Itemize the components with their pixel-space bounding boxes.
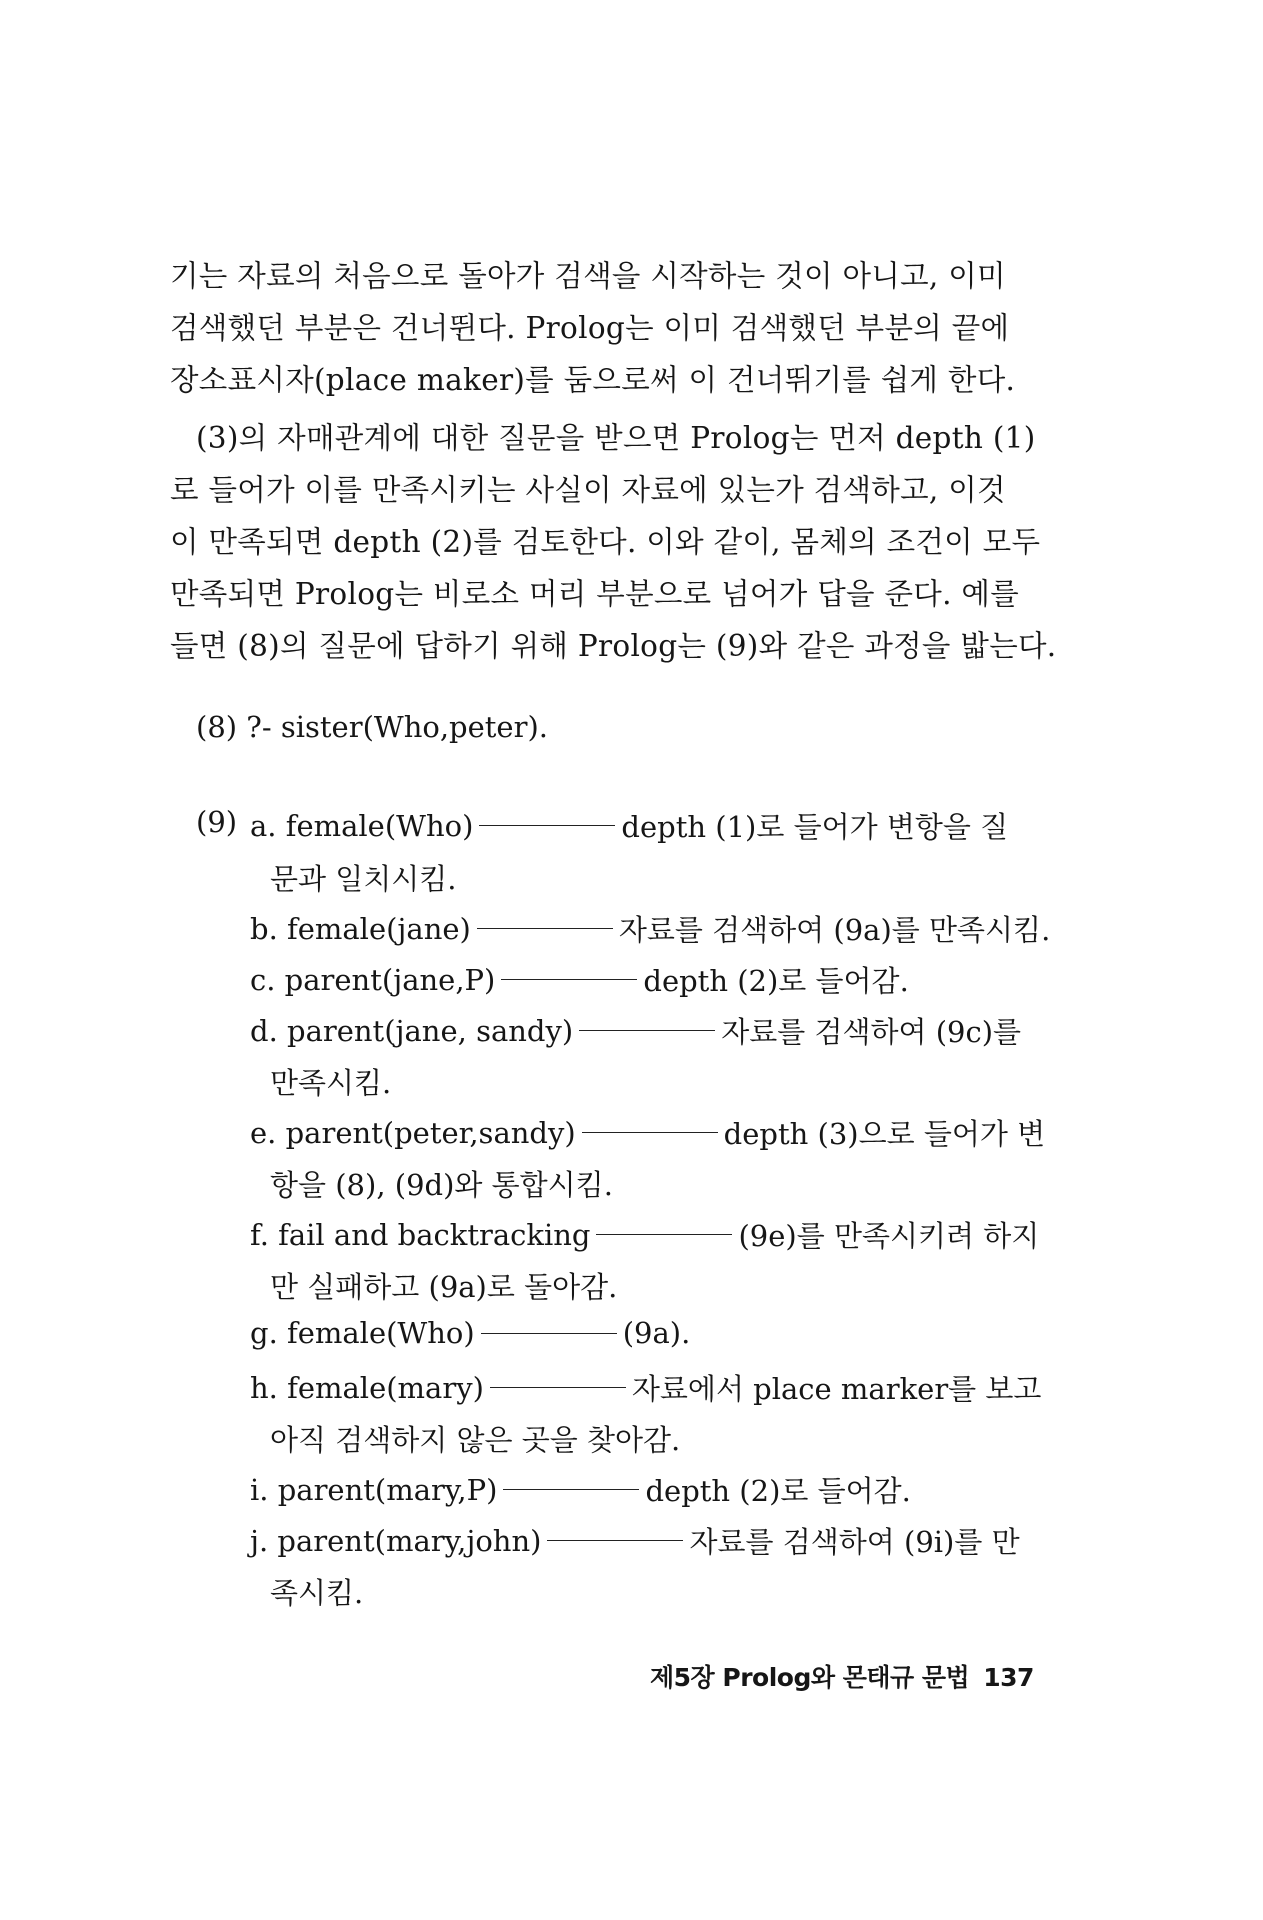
paragraph-line: 들면 (8)의 질문에 답하기 위해 Prolog는 (9)와 같은 과정을 밟는다.: [170, 629, 1057, 663]
example-continuation: 만족시킴.: [270, 1066, 392, 1100]
example-9c: [250, 959, 909, 1000]
example-label: e. parent(peter,sandy): [250, 1115, 576, 1150]
example-gloss: depth (3)으로 들어가 변: [723, 1117, 1046, 1151]
leader-line: [490, 1387, 626, 1388]
paragraph-line: 장소표시자(place maker)를 둠으로써 이 건너뛰기를 쉽게 한다.: [170, 363, 1016, 397]
example-9a: [250, 805, 1008, 846]
paragraph-line: 만족되면 Prolog는 비로소 머리 부분으로 넘어가 답을 준다. 예를: [170, 577, 1020, 611]
example-continuation: 족시킴.: [270, 1576, 364, 1610]
example-label: c. parent(jane,P): [250, 962, 496, 997]
paragraph-2: [170, 412, 1057, 672]
example-9d: [250, 1010, 1021, 1051]
leader-line: [596, 1234, 732, 1235]
example-label: d. parent(jane, sandy): [250, 1013, 574, 1048]
paragraph-line: (3)의 자매관계에 대한 질문을 받으면 Prolog는 먼저 depth (1): [196, 421, 1036, 455]
example-continuation: 문과 일치시킴.: [270, 862, 457, 896]
example-label: g. female(Who): [250, 1316, 475, 1350]
example-label: i. parent(mary,P): [250, 1472, 498, 1507]
example-gloss: 자료를 검색하여 (9i)를 만: [689, 1525, 1020, 1559]
example-gloss: 자료를 검색하여 (9c)를: [721, 1015, 1022, 1049]
example-gloss: depth (1)로 들어가 변항을 질: [621, 810, 1009, 844]
example-9-number: (9): [196, 805, 238, 839]
example-9j: [250, 1520, 1020, 1561]
example-continuation: 아직 검색하지 않은 곳을 찾아감.: [270, 1423, 681, 1457]
paragraph-line: 검색했던 부분은 건너뛴다. Prolog는 이미 검색했던 부분의 끝에: [170, 311, 1010, 345]
leader-line: [547, 1540, 683, 1541]
example-gloss: depth (2)로 들어감.: [643, 964, 909, 998]
example-8-query: (8) ?- sister(Who,peter).: [196, 710, 548, 744]
paragraph-line: 이 만족되면 depth (2)를 검토한다. 이와 같이, 몸체의 조건이 모두: [170, 525, 1041, 559]
chapter-title: 제5장 Prolog와 몬태규 문법: [650, 1663, 970, 1692]
leader-line: [479, 825, 615, 826]
example-label: b. female(jane): [250, 911, 471, 946]
example-label: f. fail and backtracking: [250, 1217, 591, 1252]
example-9b: [250, 908, 1050, 949]
leader-line: [477, 928, 613, 929]
example-label: j. parent(mary,john): [250, 1523, 542, 1558]
example-gloss: depth (2)로 들어감.: [645, 1474, 911, 1508]
paragraph-line: 기는 자료의 처음으로 돌아가 검색을 시작하는 것이 아니고, 이미: [170, 259, 1006, 293]
leader-line: [481, 1333, 617, 1334]
example-9g: [250, 1316, 690, 1350]
running-footer: [650, 1658, 1034, 1694]
page-number: 137: [983, 1663, 1034, 1692]
example-label: h. female(mary): [250, 1370, 484, 1405]
example-gloss: 자료를 검색하여 (9a)를 만족시킴.: [618, 913, 1051, 947]
leader-line: [579, 1030, 715, 1031]
example-9e: [250, 1112, 1045, 1153]
example-continuation: 항을 (8), (9d)와 통합시킴.: [270, 1168, 613, 1202]
example-9h: [250, 1367, 1041, 1408]
example-continuation: 만 실패하고 (9a)로 돌아감.: [270, 1270, 618, 1304]
leader-line: [501, 979, 637, 980]
paragraph-1: [170, 250, 1050, 406]
example-gloss: (9a).: [622, 1316, 691, 1350]
example-9f: [250, 1214, 1039, 1255]
leader-line: [503, 1489, 639, 1490]
example-gloss: (9e)를 만족시키려 하지: [738, 1219, 1040, 1253]
paragraph-line: 로 들어가 이를 만족시키는 사실이 자료에 있는가 검색하고, 이것: [170, 473, 1006, 507]
example-9i: [250, 1469, 911, 1510]
leader-line: [582, 1132, 718, 1133]
example-label: a. female(Who): [250, 808, 474, 843]
example-gloss: 자료에서 place marker를 보고: [631, 1372, 1042, 1406]
